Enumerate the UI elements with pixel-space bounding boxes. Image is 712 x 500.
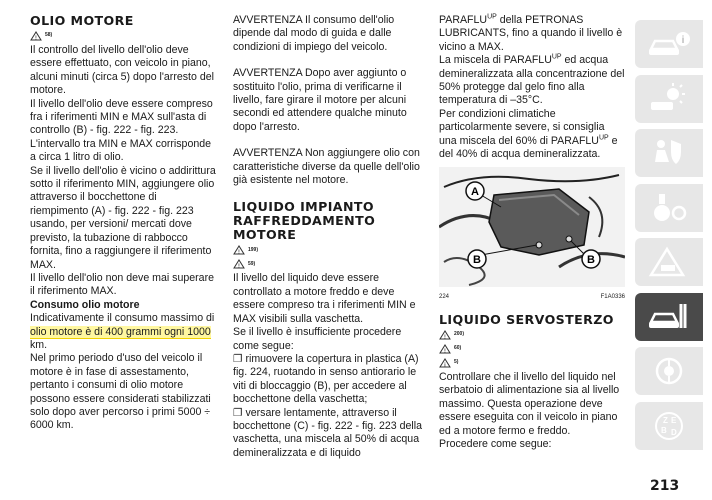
- figure-224: [439, 167, 625, 287]
- svg-text:D: D: [671, 427, 677, 437]
- section-title-olio-motore: OLIO MOTORE: [30, 13, 134, 28]
- svg-text:!: !: [35, 35, 37, 41]
- svg-text:i: i: [444, 362, 446, 368]
- note-ref: i 5): [439, 357, 625, 369]
- paragraph: Nel primo periodo d'uso del veicolo il motore è in fase di assestamento, pertanto i consumi di olio motore possono essere considerati stabilizzati solo dopo aver percorso i primi 5000 ÷ 6000 km.: [30, 352, 211, 432]
- paragraph: Il controllo del livello dell'olio deve essere effettuato, con veicolo in piano, alcuni minuti (circa 5) dopo l'arresto del motore.: [30, 44, 214, 97]
- warning-hand-icon: [30, 31, 42, 41]
- tab-safety[interactable]: [635, 129, 703, 177]
- paragraph: Per condizioni climatiche particolarmente severe, si consiglia una miscela del 60% di $PARAFLU^{UP}$ e del 40% di acqua demineralizzata.: [439, 107, 618, 161]
- paragraph: Procedere come segue:: [439, 437, 552, 450]
- subheading-consumo: Consumo olio motore: [30, 298, 140, 311]
- svg-text:i: i: [681, 35, 685, 46]
- paragraph: $PARAFLU^{UP}$ della PETRONAS LUBRICANTS, fino a quando il livello è vicino a MAX.: [439, 13, 623, 53]
- dashboard-light-icon: [647, 82, 691, 116]
- column-2: [233, 14, 423, 460]
- note-icon: [439, 358, 451, 368]
- svg-text:!: !: [238, 263, 240, 270]
- figure-caption: [439, 291, 625, 304]
- highlighted-text: olio motore è di 400 grammi ogni 1000: [30, 325, 211, 338]
- warning-ref: ! 59): [233, 258, 423, 270]
- tab-car-info[interactable]: [635, 20, 703, 68]
- warning-paragraph: AVVERTENZA Il consumo dell'olio dipende dal modo di guida e dalle condizioni di impiego del veicolo.: [233, 14, 395, 53]
- paragraph-consumo: Indicativamente il consumo massimo di olio motore è di 400 grammi ogni 1000 km.: [30, 312, 215, 351]
- tab-starting-driving[interactable]: [635, 184, 703, 232]
- paragraph: Il livello dell'olio deve essere compreso fra i riferimenti MIN e MAX sull'asta di controllo (B) - fig. 222 - fig. 223.: [30, 97, 213, 137]
- paragraph: La miscela di $PARAFLU^{UP}$ ed acqua demineralizzata alla concentrazione del 50% protegge dal gelo fino alla temperatura di –35°C.: [439, 53, 625, 107]
- maintenance-icon: [647, 300, 691, 334]
- warning-ref: ! 199): [233, 244, 423, 256]
- warning-paragraph: AVVERTENZA Dopo aver aggiunto o sostituito l'olio, prima di verificarne il livello, fare girare il motore per alcuni secondi ed attendere qualche minuto dopo l'arresto.: [233, 67, 407, 133]
- paragraph: Il livello dell'olio non deve mai superare il riferimento MAX.: [30, 271, 214, 298]
- page-number: 213: [650, 478, 680, 494]
- starting-driving-icon: [647, 191, 691, 225]
- svg-text:B: B: [661, 425, 667, 435]
- section-title-servosterzo: LIQUIDO SERVOSTERZO: [439, 311, 614, 327]
- technical-data-icon: [647, 409, 691, 443]
- figure-label-a: A: [471, 186, 479, 199]
- tab-emergency[interactable]: [635, 347, 703, 395]
- paragraph: L'intervallo tra MIN e MAX corrisponde a circa 1 litro di olio.: [30, 137, 212, 164]
- paragraph: Controllare che il livello del liquido nel serbatoio di alimentazione sia al livello massimo. Questa operazione deve essere eseguita con il veicolo in piano ed a motore fermo e freddo.: [439, 370, 620, 437]
- column-1: [30, 14, 216, 433]
- tab-warning-lights[interactable]: [635, 238, 703, 286]
- engine-cover-illustration: [439, 167, 625, 287]
- warning-hand-icon: [439, 344, 451, 354]
- warning-ref: ! 200): [439, 329, 625, 341]
- chapter-tabs: [635, 20, 703, 456]
- warning-hand-icon: [233, 259, 245, 269]
- airbag-safety-icon: [647, 136, 691, 170]
- svg-text:!: !: [444, 348, 446, 354]
- paragraph: Se il livello è insufficiente procedere come segue:: [233, 326, 402, 352]
- svg-text:!: !: [444, 334, 446, 340]
- checkbox-bullet-icon: ❐: [233, 352, 243, 365]
- emergency-icon: [647, 354, 691, 388]
- svg-text:E: E: [671, 415, 677, 425]
- tab-maintenance[interactable]: [635, 293, 703, 341]
- figure-label-b: B: [587, 254, 595, 267]
- column-3: [439, 14, 625, 451]
- tab-dashboard-lights[interactable]: [635, 75, 703, 123]
- warning-hand-icon: [439, 330, 451, 340]
- svg-text:!: !: [238, 249, 240, 256]
- warning-paragraph: AVVERTENZA Non aggiungere olio con caratteristiche diverse da quelle dell'olio già esistente nel motore.: [233, 147, 420, 187]
- figure-number: 224: [439, 294, 450, 301]
- figure-label-b: B: [473, 254, 481, 267]
- paragraph: Il livello del liquido deve essere controllato a motore freddo e deve essere compreso tra i riferimenti MIN e MAX visibili sulla vaschetta.: [233, 272, 416, 325]
- bullet-item: ❐ rimuovere la copertura in plastica (A) fig. 224, ruotando in senso antiorario le viti di bloccaggio (B), per accedere al bocchettone della vaschetta;: [233, 352, 419, 406]
- warning-ref: ! 60): [439, 343, 625, 355]
- paragraph: Se il livello dell'olio è vicino o addirittura sotto il riferimento MIN, aggiungere olio attraverso il bocchettone di riempimento (A) - fig. 222 - fig. 223 usando, per versioni/ mercati dove previsto, la tubazione di rabbocco fornita, fino a raggiungere il riferimento MAX.: [30, 164, 216, 271]
- warning-hand-icon: [233, 245, 245, 255]
- car-info-icon: [647, 27, 691, 61]
- tab-technical-data[interactable]: [635, 402, 703, 450]
- warning-ref: ! 58): [30, 30, 216, 42]
- warning-triangle-icon: [647, 245, 691, 279]
- checkbox-bullet-icon: ❐: [233, 406, 243, 419]
- figure-code: F1A0336: [600, 294, 625, 301]
- section-title-liquido-impianto: LIQUIDO IMPIANTO RAFFREDDAMENTO MOTORE: [233, 199, 376, 243]
- svg-text:Z: Z: [663, 415, 668, 425]
- bullet-item: ❐ versare lentamente, attraverso il bocchettone (C) - fig. 222 - fig. 223 della vaschetta, una miscela al 50% di acqua demineralizzata e di liquido: [233, 406, 423, 459]
